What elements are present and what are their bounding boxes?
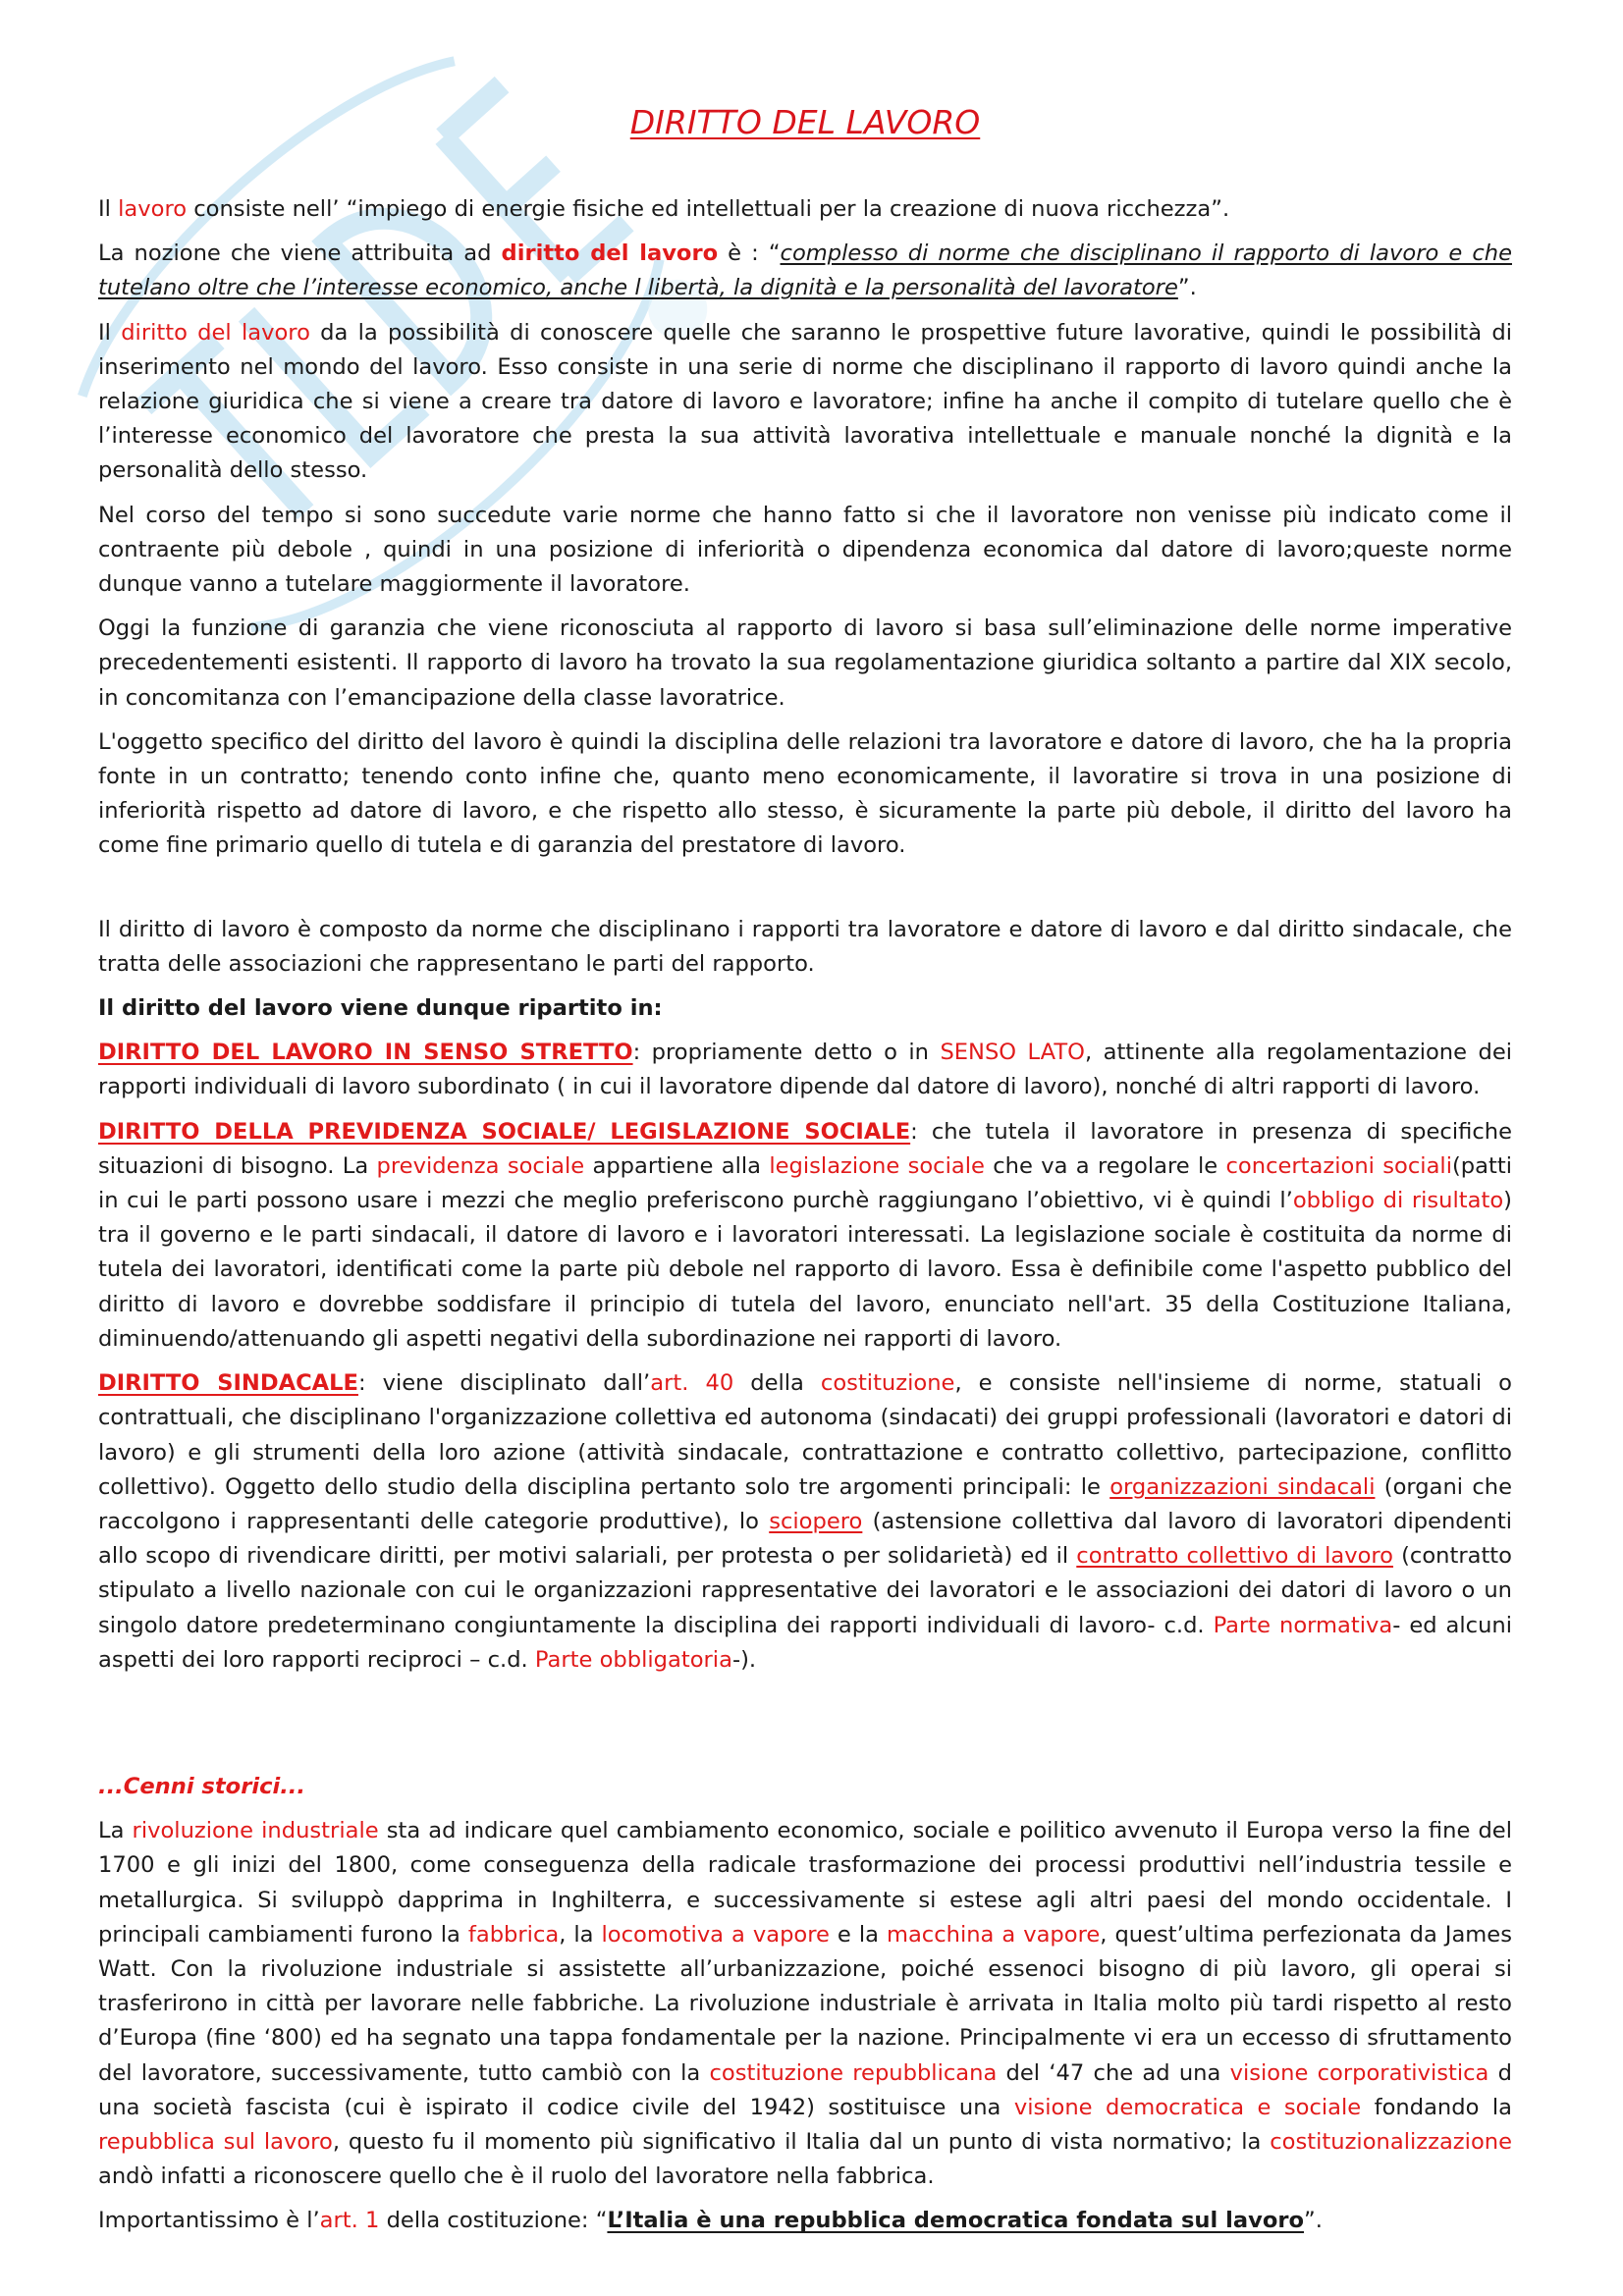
paragraph-prospettive: Il diritto del lavoro da la possibilità di conoscere quelle che saranno le prospettive future lavorative, quindi le possibilità di inserimento nel mondo del lavoro. Esso consiste in una serie di norme che disciplinano il rapporto di lavoro quindi anche la relazione giuridica che si viene a creare tra datore di lavoro e lavoratore; infine ha anche il compito di tutelare quello che è l’interesse economico del lavoratore che presta la sua attività lavorativa intellettuale e manuale nonché la dignità e la personalità dello stesso. (98, 319, 1513, 484)
paragraph-norme-tutela: Nel corso del tempo si sono succedute varie norme che hanno fatto si che il lavoratore non venisse più indicato come il contraente più debole , quindi in una posizione di inferiorità o dipendenza economica dal datore di lavoro;queste norme dunque vanno a tutelare maggiormente il lavoratore. (98, 502, 1512, 598)
page-title: DIRITTO DEL LAVORO (629, 103, 981, 141)
paragraph-rivoluzione-industriale: La rivoluzione industriale sta ad indicare quel cambiamento economico, sociale e poilitico avvenuto il Europa verso la fine del 1700 e gli inizi del 1800, come conseguenza della radicale trasformazione dei processi produttivi nell’industria tessile e metallurgica. Si sviluppò dapprima in Inghilterra, e successivamente si estese agli altri paesi del mondo occidentale. I principali cambiamenti furono la fabbrica, la locomotiva a vapore e la macchina a vapore, quest’ultima perfezionata da James Watt. Con la rivoluzione industriale si assistette all’urbanizzazione, poiché essenoci bisogno di più lavoro, gli operai si trasferirono in città per lavorare nelle fabbriche. La rivoluzione industriale è arrivata in Italia molto più tardi rispetto al resto d’Europa (fine ‘800) ed ha segnato una tappa fondamentale per la nazione. Principalmente vi era un eccesso di sfruttamento del lavoratore, successivamente, tutto cambiò con la costituzione repubblicana del ‘47 che ad una visione corporativistica d una società fascista (cui è ispirato il codice civile del 1942) sostituisce una visione democratica e sociale fondando la repubblica sul lavoro, questo fu il momento più significativo il Italia dal un punto di vista normativo; la costituzionalizzazione andò infatti a riconoscere quello che è il ruolo del lavoratore nella fabbrica. (98, 1818, 1513, 2190)
term-rivoluzione-industriale: rivoluzione industriale (132, 1818, 379, 1844)
paragraph-previdenza-sociale: DIRITTO DELLA PREVIDENZA SOCIALE/ LEGISLAZIONE SOCIALE: che tutela il lavoratore in presenza di specifiche situazioni di bisogno. La previdenza sociale appartiene alla legislazione sociale che va a regolare le concertazioni sociali(patti in cui le parti possono usare i mezzi che meglio preferiscono purchè raggiungano l’obiettivo, vi è quindi l’obbligo di risultato) tra il governo e le parti sindacali, il datore di lavoro e i lavoratori interessati. La legislazione sociale è costituita da norme di tutela dei lavoratori, identificati come la parte più debole nel rapporto di lavoro. Essa è definibile come l'aspetto pubblico del diritto di lavoro e dovrebbe soddisfare il principio di tutela del lavoro, enunciato nell'art. 35 della Costituzione Italiana, diminuendo/attenuando gli aspetti negativi della subordinazione nei rapporti di lavoro. (98, 1118, 1512, 1352)
paragraph-art-1: Importantissimo è l’art. 1 della costituzione: “L’Italia è una repubblica democratica fondata sul lavoro”. (98, 2208, 1323, 2234)
term-art-40: art. 40 (650, 1370, 734, 1397)
term-contratto-collettivo: contratto collettivo di lavoro (1076, 1543, 1394, 1570)
article-1-quote: L’Italia è una repubblica democratica fondata sul lavoro (607, 2208, 1305, 2234)
paragraph-funzione-garanzia: Oggi la funzione di garanzia che viene riconosciuta al rapporto di lavoro si basa sull’eliminazione delle norme imperative precedentementi esistenti. Il rapporto di lavoro ha trovato la sua regolamentazione giuridica soltanto a partire dal XIX secolo, in concomitanza con l’emancipazione della classe lavoratrice. (98, 615, 1512, 711)
term-costituzione-repubblicana: costituzione repubblicana (709, 2059, 998, 2086)
term-concertazioni-sociali: concertazioni sociali (1225, 1152, 1452, 1179)
paragraph-diritto-sindacale: DIRITTO SINDACALE: viene disciplinato dall’art. 40 della costituzione, e consiste nell'insieme di norme, statuali o contrattuali, che disciplinano l'organizzazione collettiva ed autonoma (sindacati) dei gruppi professionali (lavoratori e datori di lavoro) e gli strumenti della loro azione (attività sindacale, contrattazione e contratto collettivo, partecipazione, conflitto collettivo). Oggetto dello studio della disciplina pertanto solo tre argomenti principali: le organizzazioni sindacali (organi che raccolgono i rappresentanti delle categorie produttive), lo sciopero (astensione collettiva dal lavoro di lavoratori dipendenti allo scopo di rivendicare diritti, per motivi salariali, per protesta o per solidarietà) ed il contratto collettivo di lavoro (contratto stipulato a livello nazionale con cui le organizzazioni rappresentative dei lavoratori e le associazioni dei datori di lavoro o un singolo datore predeterminano congiuntamente la disciplina dei rapporti individuali di lavoro- c.d. Parte normativa- ed alcuni aspetti dei loro rapporti reciproci – c.d. Parte obbligatoria-). (98, 1370, 1512, 1673)
term-obbligo-di-risultato: obbligo di risultato (1292, 1188, 1504, 1214)
term-diritto-del-lavoro: diritto del lavoro (501, 240, 719, 267)
term-diritto-del-lavoro-2: diritto del lavoro (121, 319, 310, 346)
term-locomotiva-a-vapore: locomotiva a vapore (601, 1921, 830, 1948)
term-costituzionalizzazione: costituzionalizzazione (1270, 2128, 1512, 2155)
paragraph-oggetto-specifico: L'oggetto specifico del diritto del lavoro è quindi la disciplina delle relazioni tra lavoratore e datore di lavoro, che ha la propria fonte in un contratto; tenendo conto infine che, quanto meno economicamente, il lavoratire si trova in una posizione di inferiorità rispetto ad datore di lavoro, e che rispetto allo stesso, è sicuramente la parte più debole, il diritto del lavoro ha come fine primario quello di tutela e di garanzia del prestatore di lavoro. (98, 728, 1512, 859)
term-sciopero: sciopero (769, 1508, 863, 1534)
paragraph-definizione-lavoro: Il lavoro consiste nell’ “impiego di energie fisiche ed intellettuali per la creazione di nuova ricchezza”. (98, 196, 1230, 222)
term-legislazione-sociale: legislazione sociale (769, 1152, 985, 1179)
term-previdenza-sociale: previdenza sociale (376, 1152, 585, 1179)
term-organizzazioni-sindacali: organizzazioni sindacali (1109, 1473, 1376, 1500)
term-parte-normativa: Parte normativa (1213, 1612, 1393, 1638)
term-art-1: art. 1 (319, 2208, 380, 2234)
paragraph-nozione: La nozione che viene attribuita ad diritto del lavoro è : “complesso di norme che disciplinano il rapporto di lavoro e che tutelano oltre che l’interesse economico, anche l libertà, la dignità e la personalità del lavoratore”. (98, 240, 1512, 301)
paragraph-composizione: Il diritto di lavoro è composto da norme che disciplinano i rapporti tra lavoratore e datore di lavoro e dal diritto sindacale, che tratta delle associazioni che rappresentano le parti del rapporto. (98, 916, 1512, 977)
heading-senso-stretto: DIRITTO DEL LAVORO IN SENSO STRETTO (98, 1040, 633, 1066)
term-senso-lato: SENSO LATO (940, 1040, 1085, 1066)
term-costituzione: costituzione (820, 1370, 955, 1397)
term-fabbrica: fabbrica (467, 1921, 560, 1948)
heading-diritto-sindacale: DIRITTO SINDACALE (98, 1370, 358, 1397)
term-repubblica-sul-lavoro: repubblica sul lavoro (98, 2128, 333, 2155)
document-page (98, 103, 1512, 2249)
definition-quote: complesso di norme che disciplinano il rapporto di lavoro e che tutelano oltre che l’interesse economico, anche l libertà, la dignità e la personalità del lavoratore (98, 240, 1512, 301)
term-macchina-a-vapore: macchina a vapore (886, 1921, 1101, 1948)
term-visione-corporativistica: visione corporativistica (1229, 2059, 1489, 2086)
term-visione-democratica: visione democratica e sociale (1013, 2094, 1362, 2120)
section-heading-cenni-storici: ...Cenni storici... (98, 1773, 305, 1799)
term-parte-obbligatoria: Parte obbligatoria (534, 1646, 732, 1673)
paragraph-ripartizione-heading: Il diritto del lavoro viene dunque ripartito in: (98, 995, 663, 1022)
paragraph-senso-stretto: DIRITTO DEL LAVORO IN SENSO STRETTO: propriamente detto o in SENSO LATO, attinente alla regolamentazione dei rapporti individuali di lavoro subordinato ( in cui il lavoratore dipende dal datore di lavoro), nonché di altri rapporti di lavoro. (98, 1040, 1512, 1100)
heading-previdenza-sociale: DIRITTO DELLA PREVIDENZA SOCIALE/ LEGISLAZIONE SOCIALE (98, 1118, 911, 1145)
term-lavoro: lavoro (118, 196, 188, 222)
